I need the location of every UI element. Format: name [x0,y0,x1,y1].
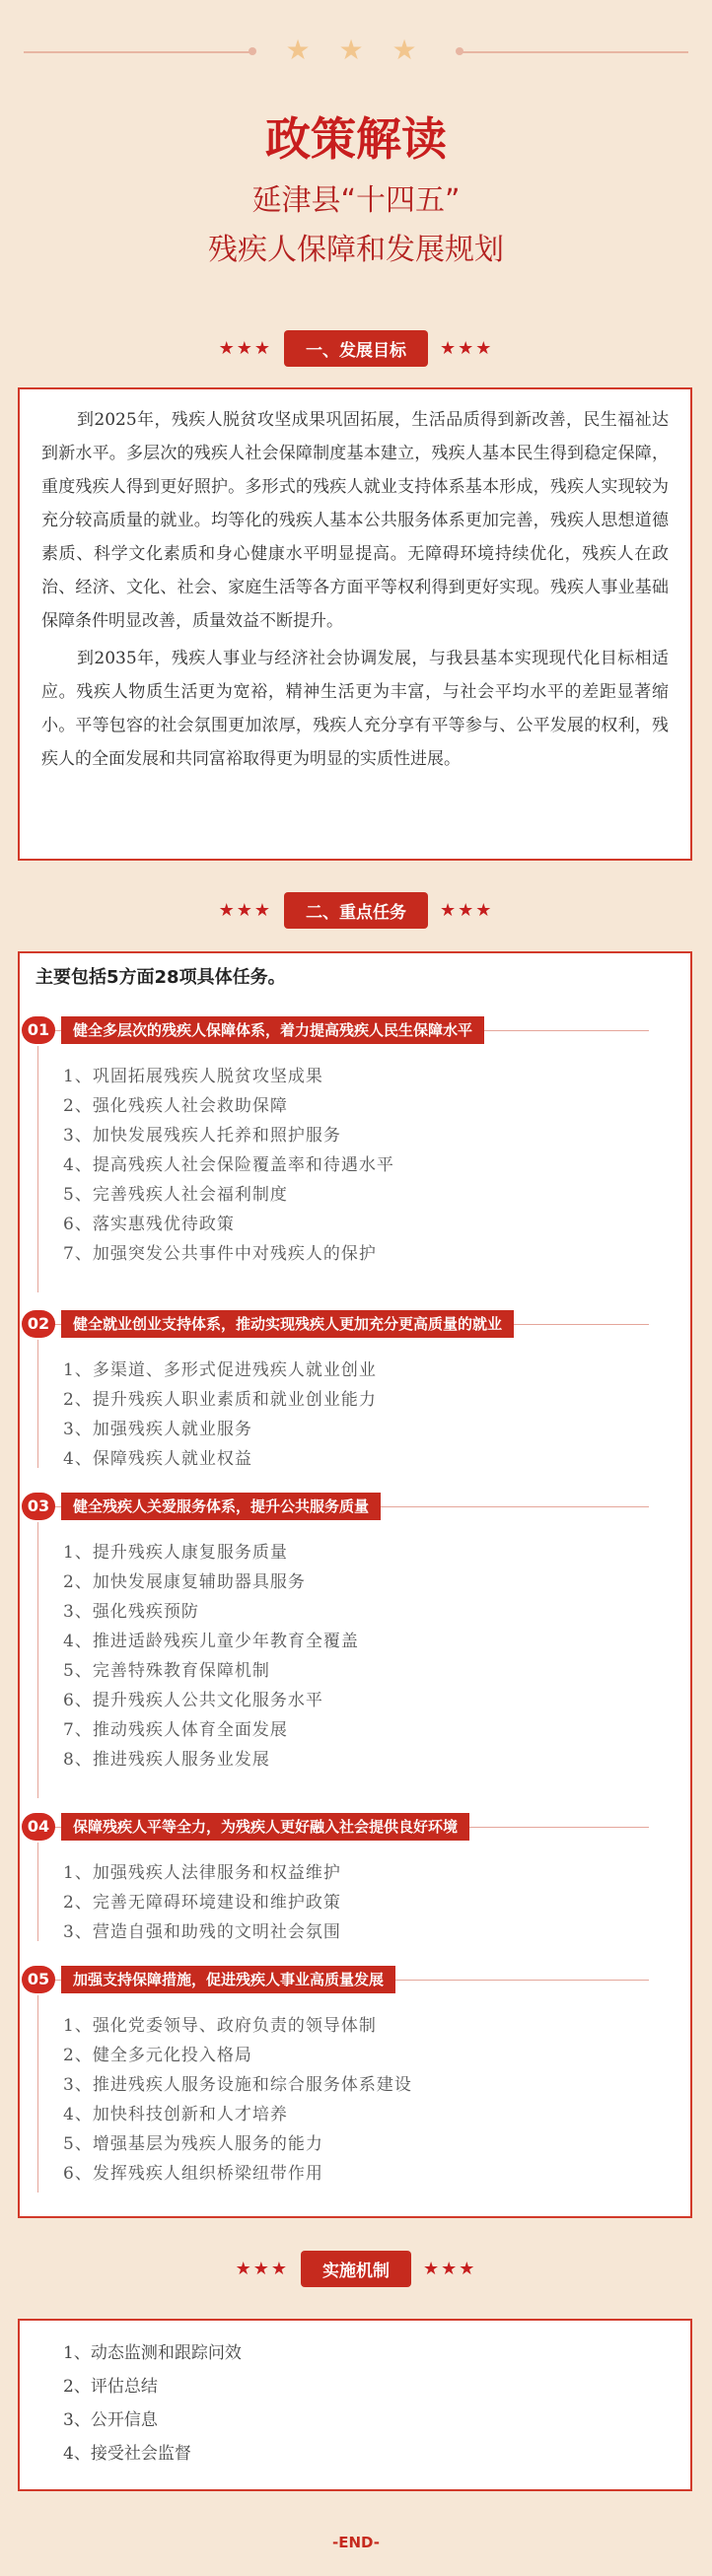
section-header-goals [0,330,712,370]
task-item: 2、完善无障碍环境建设和维护政策 [63,1893,341,1913]
task-group-title: 健全残疾人关爱服务体系，提升公共服务质量 [61,1493,381,1520]
task-list [63,1538,359,1775]
goal-paragraph-2035: 到2035年，残疾人事业与经济社会协调发展，与我县基本实现现代化目标相适应。残疾人物质生活更为宽裕，精神生活更为丰富，与社会平均水平的差距显著缩小。平等包容的社会氛围更加浓厚，残疾人充分享有平等参与、公平发展的权利，残疾人的全面发展和共同富裕取得更为明显的实质性进展。 [41,649,669,769]
section-header-mechanism [0,2251,712,2290]
task-item: 3、营造自强和助残的文明社会氛围 [63,1922,341,1942]
section-header-tasks [0,892,712,932]
header-stars-icon: ★ ★ ★ [285,34,427,66]
task-item: 6、发挥残疾人组织桥梁纽带作用 [63,2164,323,2184]
task-group-header [20,1811,694,1845]
end-marker: -END- [332,2534,380,2551]
task-group-header [20,1491,694,1524]
section-label-tasks: 二、重点任务 [284,892,428,929]
task-item: 3、强化残疾预防 [63,1602,199,1622]
task-item: 3、推进残疾人服务设施和综合服务体系建设 [63,2075,412,2095]
task-group-1 [20,1014,694,1264]
task-item: 5、完善特殊教育保障机制 [63,1661,270,1681]
mechanism-item: 1、动态监测和跟踪问效 [63,2343,242,2363]
task-group-number: 02 [22,1310,55,1338]
task-item: 1、提升残疾人康复服务质量 [63,1543,288,1563]
tasks-intro: 主要包括5方面28项具体任务。 [36,967,286,988]
star-icon: ★★★ [235,2259,289,2279]
task-group-header [20,1308,694,1342]
task-list [63,2011,412,2189]
task-item: 4、推进适龄残疾儿童少年教育全覆盖 [63,1632,359,1651]
task-item: 2、提升残疾人职业素质和就业创业能力 [63,1390,377,1410]
task-item: 1、多渠道、多形式促进残疾人就业创业 [63,1360,377,1380]
task-group-4 [20,1811,694,1942]
task-group-2 [20,1308,694,1469]
task-group-header [20,1014,694,1048]
task-item: 2、健全多元化投入格局 [63,2046,252,2065]
task-item: 3、加强残疾人就业服务 [63,1420,252,1439]
task-group-header [20,1964,694,1997]
divider [37,1843,38,1941]
task-item: 4、保障残疾人就业权益 [63,1449,252,1469]
task-item: 1、巩固拓展残疾人脱贫攻坚成果 [63,1067,323,1086]
task-item: 7、推动残疾人体育全面发展 [63,1720,288,1740]
task-item: 6、提升残疾人公共文化服务水平 [63,1691,323,1710]
page-subtitle-line2: 残疾人保障和发展规划 [208,233,504,267]
task-item: 4、加快科技创新和人才培养 [63,2105,288,2124]
star-icon: ★★★ [218,338,272,359]
task-item: 7、加强突发公共事件中对残疾人的保护 [63,1244,377,1264]
task-item: 8、推进残疾人服务业发展 [63,1750,270,1770]
task-group-number: 03 [22,1493,55,1520]
star-icon: ★★★ [423,2259,477,2279]
task-item: 1、强化党委领导、政府负责的领导体制 [63,2016,377,2036]
task-group-5 [20,1964,694,2184]
goal-paragraph-2025: 到2025年，残疾人脱贫攻坚成果巩固拓展，生活品质得到新改善，民生福祉达到新水平。多层次的残疾人社会保障制度基本建立，残疾人基本民生得到稳定保障，重度残疾人得到更好照护。多形式的残疾人就业支持体系基本形成，残疾人实现较为充分较高质量的就业。均等化的残疾人基本公共服务体系更加完善，残疾人思想道德素质、科学文化素质和身心健康水平明显提高。无障碍环境持续优化，残疾人在政治、经济、文化、社会、家庭生活等各方面平等权利得到更好实现。残疾人事业基础保障条件明显改善，质量效益不断提升。 [41,410,669,631]
task-group-3 [20,1491,694,1770]
task-list [63,1858,341,1947]
task-group-number: 01 [22,1016,55,1044]
task-item: 3、加快发展残疾人托养和照护服务 [63,1126,341,1146]
task-item: 2、强化残疾人社会救助保障 [63,1096,288,1116]
mechanism-box [18,2319,692,2491]
task-group-title: 保障残疾人平等全力，为残疾人更好融入社会提供良好环境 [61,1813,469,1841]
task-list [63,1062,394,1269]
task-item: 4、提高残疾人社会保险覆盖率和待遇水平 [63,1155,394,1175]
tasks-box [18,951,692,2218]
task-item: 1、加强残疾人法律服务和权益维护 [63,1863,341,1883]
mechanism-item: 2、评估总结 [63,2377,158,2397]
star-icon: ★★★ [218,900,272,921]
task-item: 2、加快发展康复辅助器具服务 [63,1572,306,1592]
section-label-mechanism: 实施机制 [301,2251,411,2287]
mechanism-item: 3、公开信息 [63,2410,158,2430]
star-icon: ★★★ [440,900,494,921]
task-group-title: 健全多层次的残疾人保障体系，着力提高残疾人民生保障水平 [61,1016,484,1044]
goals-box [18,387,692,861]
section-label-goals: 一、发展目标 [284,330,428,367]
task-item: 5、完善残疾人社会福利制度 [63,1185,288,1205]
task-item: 6、落实惠残优待政策 [63,1215,235,1234]
task-group-number: 04 [22,1813,55,1841]
task-group-title: 健全就业创业支持体系，推动实现残疾人更加充分更高质量的就业 [61,1310,514,1338]
header [0,0,712,350]
divider [37,1522,38,1798]
task-list [63,1356,377,1474]
divider [37,1340,38,1468]
task-group-number: 05 [22,1966,55,1993]
page-subtitle-line1: 延津县“十四五” [251,183,461,218]
mechanism-item: 4、接受社会监督 [63,2444,191,2464]
page-title: 政策解读 [265,112,447,166]
task-item: 5、增强基层为残疾人服务的能力 [63,2134,323,2154]
divider [37,1995,38,2193]
star-icon: ★★★ [440,338,494,359]
divider [37,1046,38,1292]
task-group-title: 加强支持保障措施，促进残疾人事业高质量发展 [61,1966,395,1993]
